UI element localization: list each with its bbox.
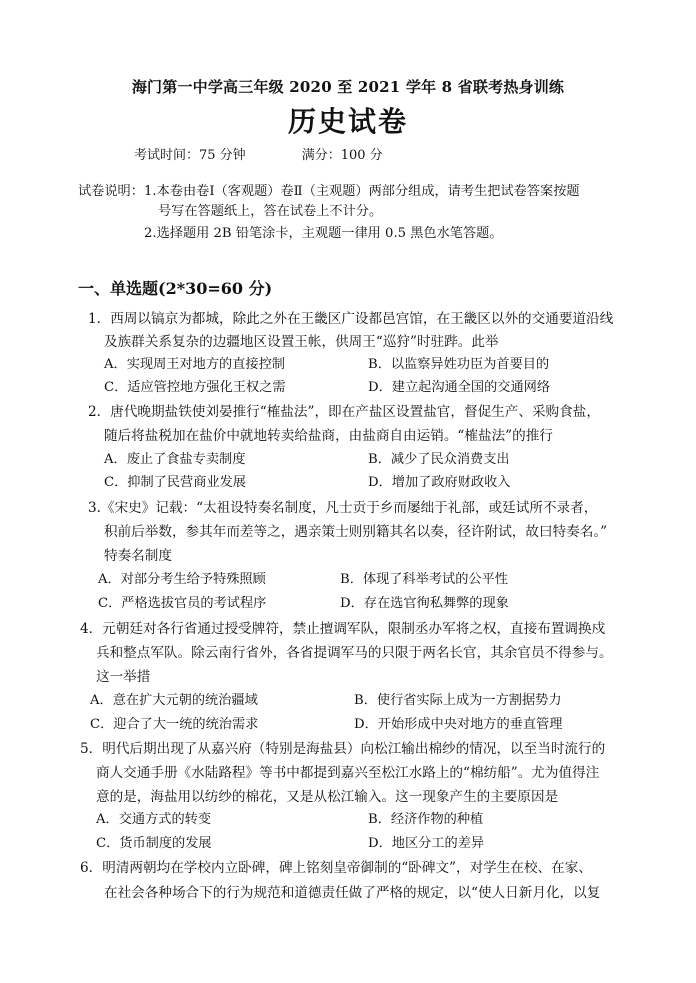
question-4-line-1: 4．元朝廷对各行省通过授受牌符，禁止擅调军队，限制丞办军将之权，直接布置调换戍	[80, 621, 606, 637]
question-4-option-a: A．意在扩大元朝的统治疆域	[90, 693, 258, 708]
question-5-option-a: A．交通方式的转变	[96, 812, 212, 827]
question-1-option-d: D．建立起沟通全国的交通网络	[368, 380, 551, 395]
question-2-option-d: D．增加了政府财政收入	[368, 475, 511, 490]
question-4-option-c: C．迎合了大一统的统治需求	[90, 717, 259, 732]
question-6-line-2: 在社会各种场合下的行为规范和道德责任做了严格的规定，以“使人日新月化，以复	[104, 885, 601, 901]
question-2-option-a: A．废止了食盐专卖制度	[104, 452, 246, 467]
question-5-option-c: C．货币制度的发展	[96, 836, 212, 851]
question-5-line-1: 5．明代后期出现了从嘉兴府（特别是海盐县）向松江输出棉纱的情况，以至当时流行的	[80, 741, 606, 757]
question-6-line-1: 6．明清两朝均在学校内立卧碑，碑上铭刻皇帝御制的“卧碑文”，对学生在校、在家、	[80, 860, 592, 876]
question-4-line-2: 兵和整点军队。除云南行省外，各省提调军马的只限于两名长官，其余官员不得参与。	[96, 645, 613, 661]
notes-label: 试卷说明：	[78, 184, 144, 199]
question-4-option-d: D．开始形成中央对地方的垂直管理	[354, 717, 563, 732]
question-2-option-b: B．减少了民众消费支出	[368, 452, 510, 467]
notes-item1-line2: 号写在答题纸上，答在试卷上不计分。	[158, 204, 383, 219]
question-5-line-3: 意的是，海盐用以纺纱的棉花，又是从松江输入。这一现象产生的主要原因是	[96, 789, 559, 805]
question-1-line-1: 1．西周以镐京为都城，除此之外在王畿区广设都邑宫馆，在王畿区以外的交通要道沿线	[88, 311, 614, 327]
exam-time: 考试时间：75 分钟	[134, 148, 246, 163]
question-3-line-2: 积前后举数，参其年而差等之，遇亲策士则别籍其名以奏，径许附试，故曰特奏名。”	[104, 524, 608, 540]
question-4-line-3: 这一举措	[96, 669, 151, 685]
section-title: 一、单选题(2*30=60 分)	[78, 279, 273, 298]
page-title: 历史试卷	[287, 105, 408, 138]
question-3-option-d: D．存在选官徇私舞弊的现象	[340, 596, 509, 611]
exam-meta	[134, 144, 383, 163]
question-5-option-d: D．地区分工的差异	[368, 836, 485, 851]
question-3-line-3: 特奏名制度	[104, 548, 172, 564]
question-5-line-2: 商人交通手册《水陆路程》等书中都提到嘉兴至松江水路上的“棉纺船”。尤为值得注	[96, 765, 600, 781]
question-1-option-a: A．实现周王对地方的直接控制	[104, 357, 285, 372]
question-1-option-b: B．以监察异姓功臣为首要目的	[368, 357, 550, 372]
full-score: 满分：100 分	[301, 148, 383, 163]
question-3-option-a: A．对部分考生给予特殊照顾	[98, 572, 266, 587]
school-line: 海门第一中学高三年级 2020 至 2021 学年 8 省联考热身训练	[131, 78, 565, 96]
question-3-option-b: B．体现了科举考试的公平性	[340, 572, 508, 587]
question-2-line-1: 2．唐代晚期盐铁使刘晏推行“榷盐法”，即在产盐区设置盐官，督促生产、采购食盐，	[88, 404, 600, 420]
notes-item2: 2.选择题用 2B 铅笔涂卡，主观题一律用 0.5 黑色水笔答题。	[144, 226, 503, 241]
question-4-option-b: B．使行省实际上成为一方割据势力	[354, 693, 562, 708]
question-2-option-c: C．抑制了民营商业发展	[104, 475, 246, 490]
question-1-line-2: 及族群关系复杂的边疆地区设置王帐，供周王“巡狩”时驻跸。此举	[104, 334, 499, 350]
question-2-line-2: 随后将盐税加在盐价中就地转卖给盐商，由盐商自由运销。“榷盐法”的推行	[104, 428, 553, 444]
question-1-option-c: C．适应管控地方强化王权之需	[104, 380, 286, 395]
notes-item1-line1: 1.本卷由卷Ⅰ（客观题）卷Ⅱ（主观题）两部分组成，请考生把试卷答案按题	[144, 184, 580, 199]
question-3-option-c: C．严格选拔官员的考试程序	[98, 596, 267, 611]
question-5-option-b: B．经济作物的种植	[368, 812, 484, 827]
question-3-line-1: 3.《宋史》记载：“太祖设特奏名制度，凡士贡于乡而屡绌于礼部，或廷试所不录者，	[88, 500, 598, 516]
